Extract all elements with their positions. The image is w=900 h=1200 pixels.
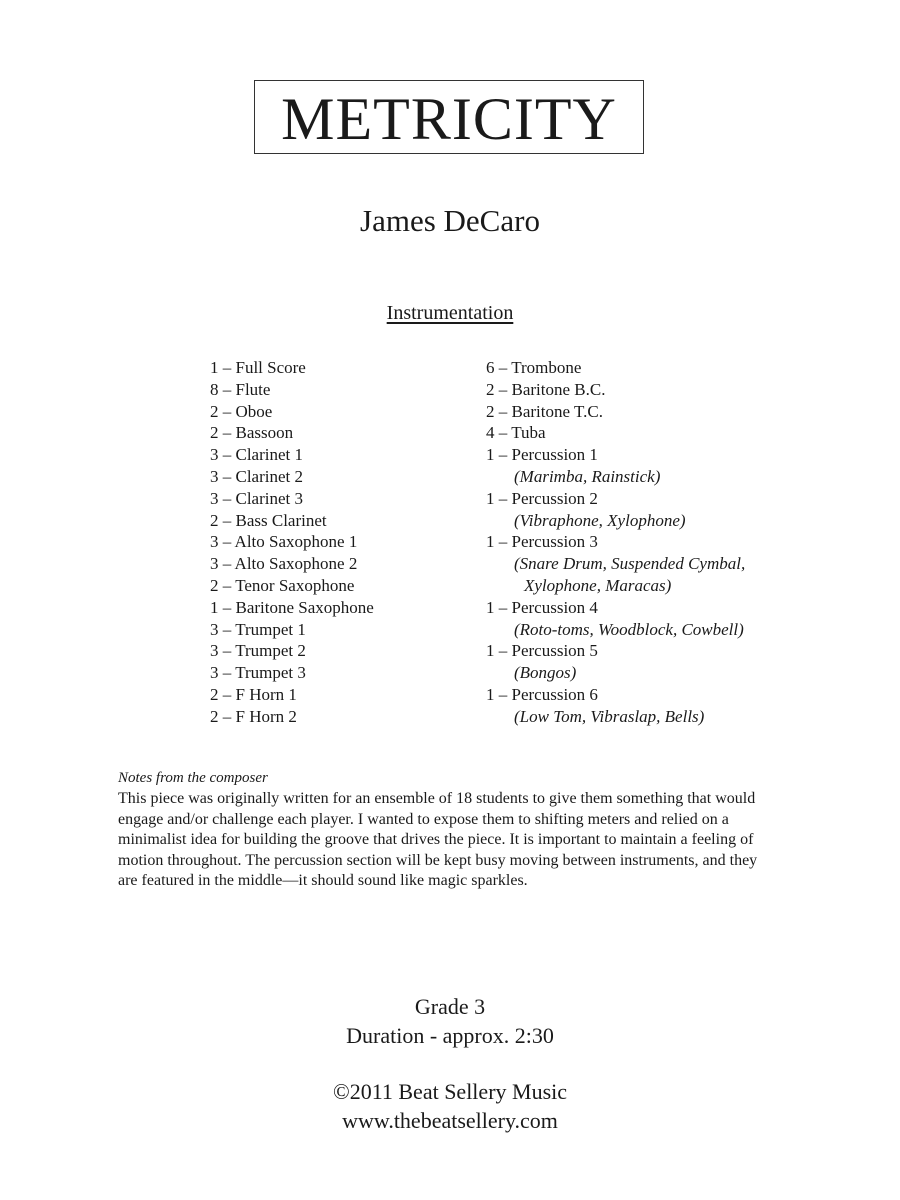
notes-heading: Notes from the composer (118, 770, 268, 786)
piece-title: METRICITY (281, 86, 617, 152)
instrument-item: 1 – Full Score (210, 358, 306, 377)
instrument-item: 2 – F Horn 1 (210, 684, 297, 704)
copyright-label: ©2011 Beat Sellery Music (332, 1079, 568, 1104)
instrument-list-left (210, 357, 374, 728)
instrumentation-heading: Instrumentation (386, 302, 514, 324)
percussion-detail: (Marimba, Rainstick) (514, 466, 661, 486)
instrument-item: 2 – Tenor Saxophone (210, 575, 355, 595)
instrument-item: 2 – F Horn 2 (210, 706, 297, 726)
instrument-item: 3 – Clarinet 1 (210, 445, 304, 465)
instrument-item: 6 – Trombone (486, 358, 582, 377)
percussion-detail: (Low Tom, Vibraslap, Bells) (514, 706, 705, 726)
instrument-item: 2 – Baritone B.C. (486, 379, 606, 399)
instrument-list-right (486, 357, 745, 728)
instrument-item: 1 – Percussion 3 (486, 532, 598, 552)
instrument-item: 3 – Trumpet 1 (210, 619, 306, 639)
notes-body: This piece was originally written for an ensemble of 18 students to give them something that would engage and/or challenge each player. I wanted to expose them to shifting meters and relied on a minimalist idea for building the groove that drives the piece. It is important to maintain a feeling of motion throughout. The percussion section will be kept busy moving between instruments, and they are featured in the middle—it should sound like magic sparkles. (118, 790, 758, 890)
instrument-item: 8 – Flute (210, 379, 271, 399)
instrument-item: 3 – Alto Saxophone 1 (210, 532, 358, 552)
instrument-item: 3 – Trumpet 3 (210, 663, 306, 683)
instrument-item: 1 – Percussion 6 (486, 684, 598, 704)
composer-name: James DeCaro (360, 203, 540, 238)
instrument-item: 2 – Oboe (210, 401, 273, 421)
title-box (254, 80, 644, 154)
instrument-item: 2 – Bass Clarinet (210, 510, 327, 530)
percussion-detail: (Vibraphone, Xylophone) (514, 510, 686, 530)
percussion-detail: (Bongos) (514, 663, 577, 683)
instrument-item: 3 – Trumpet 2 (210, 641, 306, 661)
instrument-item: 3 – Alto Saxophone 2 (210, 554, 358, 574)
instrument-item: 3 – Clarinet 2 (210, 466, 304, 486)
website-label: www.thebeatsellery.com (342, 1108, 558, 1133)
instrument-item: 3 – Clarinet 3 (210, 488, 304, 508)
instrument-item: 1 – Percussion 2 (486, 488, 598, 508)
instrument-item: 2 – Baritone T.C. (486, 401, 603, 421)
instrument-item: 1 – Baritone Saxophone (210, 597, 374, 617)
percussion-detail: (Roto-toms, Woodblock, Cowbell) (514, 619, 744, 639)
instrument-item: 2 – Bassoon (210, 423, 294, 443)
instrument-item: 1 – Percussion 4 (486, 597, 598, 617)
instrument-item: 1 – Percussion 5 (486, 641, 598, 661)
grade-label: Grade 3 (414, 994, 486, 1019)
instrument-item: 1 – Percussion 1 (486, 445, 598, 465)
percussion-detail: (Snare Drum, Suspended Cymbal, (514, 554, 746, 574)
instrument-item: 4 – Tuba (486, 423, 546, 443)
percussion-detail: Xylophone, Maracas) (524, 575, 672, 595)
duration-label: Duration - approx. 2:30 (346, 1023, 554, 1048)
